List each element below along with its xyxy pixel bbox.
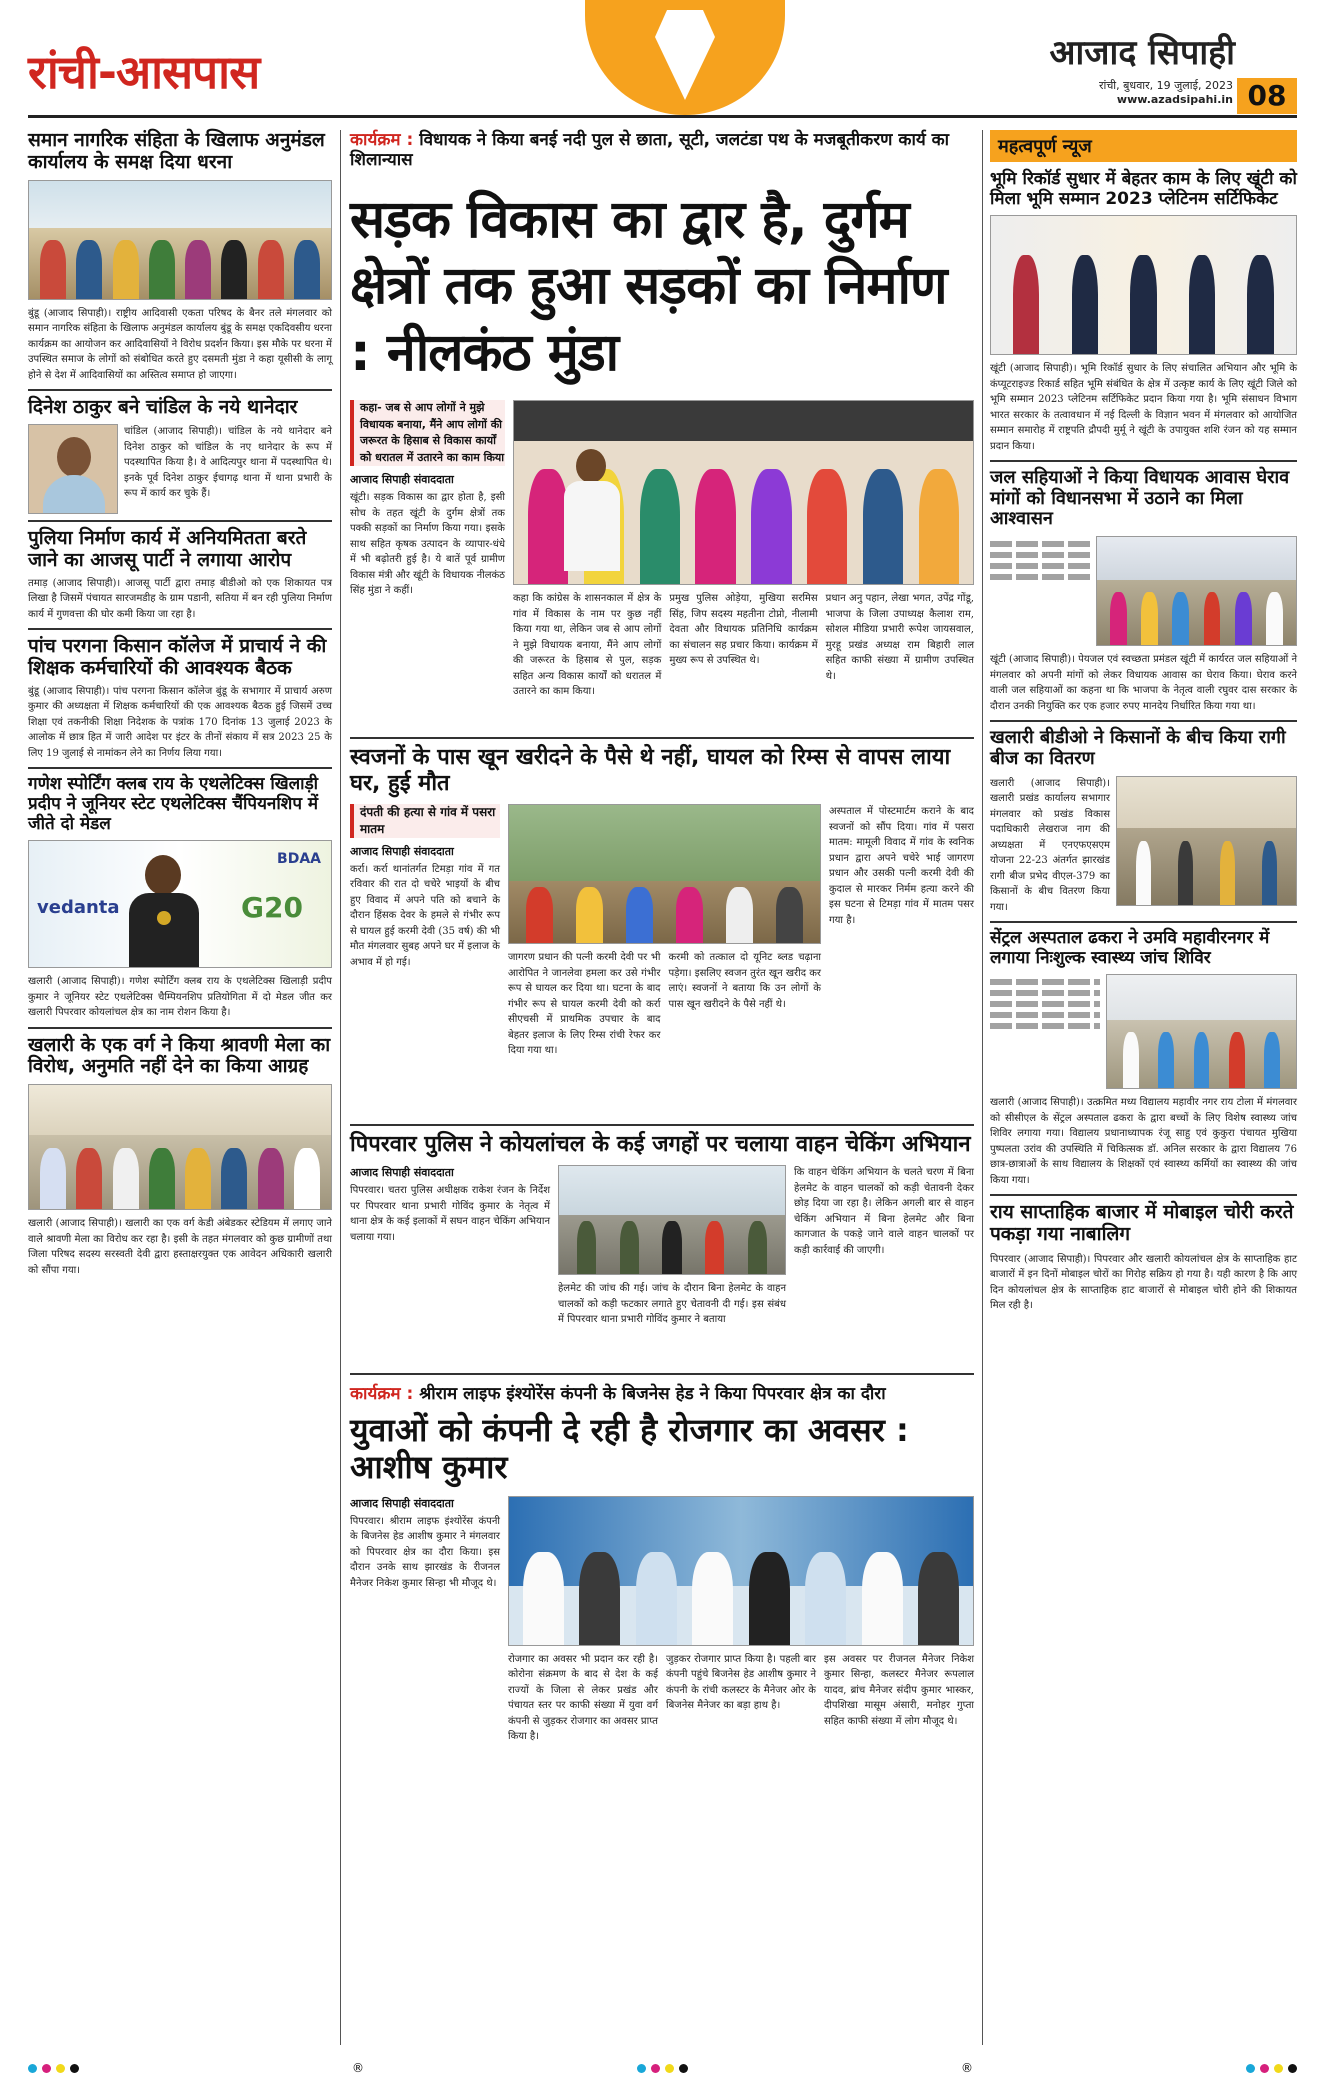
athlete-photo xyxy=(28,840,332,968)
article-body: खलारी (आजाद सिपाही)। उत्क्रमित मध्य विद्यालय महावीर नगर राय टोला में मंगलवार को सीसीएल के सेंट्रल अस्पताल ढकरा के द्वारा बच्चों के लिए विशेष स्वास्थ्य जांच शिविर लगाया गया। विद्यालय प्रधानाध्यापक रंजू साहु एवं कुकुरा पंचायत मुखिया पुष्पलता उरांव की उपस्थिति में चिकित्सक डॉ. अनिल सरकार के द्वारा विद्यालय 76 छात्र-छात्राओं के साथ विद्यालय के शिक्षकों एवं स्वास्थ्य कर्मियों का स्वास्थ्य की जांच किया गया। xyxy=(990,1097,1297,1186)
article-body: करमी को तत्काल दो यूनिट ब्लड चढ़ाना पड़ेगा। इसलिए स्वजन तुरंत खून खरीद कर लाएं। स्वजनों ने बताया कि उन लोगों के पास खून खरीदने के पैसे नहीं थे। xyxy=(668,952,821,1010)
masthead-rule xyxy=(28,115,1297,118)
headline[interactable]: गणेश स्पोर्टिंग क्लब राय के एथलेटिक्स खिलाड़ी प्रदीप ने जूनियर स्टेट एथलेटिक्स चैंपियनशिप में जीते दो मेडल xyxy=(28,774,319,834)
kicker-label: कार्यक्रम : xyxy=(350,1384,414,1405)
event-photo xyxy=(513,400,974,585)
website-url[interactable]: www.azadsipahi.in xyxy=(1116,93,1233,106)
color-dots xyxy=(28,2064,79,2073)
article-body: खलारी (आजाद सिपाही)। खलारी प्रखंड कार्यालय सभागार मंगलवार को प्रखंड विकास पदाधिकारी लेखराज नाग की अध्यक्षता में एनएफएसएम योजना 22-23 अंतर्गत झारखंड रागी बीज प्रभेद वीएल-379 का किसानों के बीच वितरण किया गया। xyxy=(990,777,1110,913)
nib-icon xyxy=(655,10,715,100)
article-body: खूंटी (आजाद सिपाही)। पेयजल एवं स्वच्छता प्रमंडल खूंटी में कार्यरत जल सहियाओं ने मंगलवार को अपनी मांगों को लेकर विधायक आवास का घेराव किया। घेराव करने वाली जल सहियाओं का कहना था कि भाजपा के नेतृत्व वाली रघुवर दास सरकार के दौरान उनकी नियुक्ति कर एक हजार रुपए मानदेय निर्धारित किया गया था। xyxy=(990,654,1297,712)
main-headline[interactable]: सड़क विकास का द्वार है, दुर्गम क्षेत्रों तक हुआ सड़कों का निर्माण : नीलकंठ मुंडा xyxy=(350,189,947,383)
kicker xyxy=(350,130,974,171)
pull-quote: कहा- जब से आप लोगों ने मुझे विधायक बनाया, मैंने आप लोगों की जरूरत के हिसाब से विकास कार्यों को धरातल में उतारने का काम किया xyxy=(350,400,505,466)
masthead xyxy=(0,0,1325,125)
portrait-photo xyxy=(28,424,118,514)
article-body: खलारी (आजाद सिपाही)। गणेश स्पोर्टिंग क्लब राय के एथलेटिक्स खिलाड़ी प्रदीप कुमार ने जूनियर स्टेट एथलेटिक्स चैम्पियनशिप प्रतियोगिता में दो मेडल जीत कर खलारी पिपरवार कोयलांचल क्षेत्र का नाम रोशन किया है। xyxy=(28,976,332,1019)
headline[interactable]: दिनेश ठाकुर बने चांडिल के नये थानेदार xyxy=(28,396,298,419)
meeting-photo xyxy=(28,1084,332,1210)
headline[interactable]: स्वजनों के पास खून खरीदने के पैसे थे नहीं, घायल को रिम्स से वापस लाया घर, हुई मौत xyxy=(350,745,951,796)
headline[interactable]: खलारी बीडीओ ने किसानों के बीच किया रागी बीज का वितरण xyxy=(990,727,1286,769)
color-dots xyxy=(1246,2064,1297,2073)
group-photo xyxy=(508,1496,974,1646)
headline[interactable]: राय साप्ताहिक बाजार में मोबाइल चोरी करते पकड़ा गया नाबालिग xyxy=(990,1201,1294,1245)
health-camp-photo xyxy=(1106,974,1297,1089)
article-body: हेलमेट की जांच की गई। जांच के दौरान बिना हेलमेट के वाहन चालकों को कड़ी फटकार लगाते हुए चेतावनी दी गई। इस संबंध में पिपरवार थाना प्रभारी गोविंद कुमार ने बताया xyxy=(558,1283,786,1326)
page-number: 08 xyxy=(1237,78,1297,114)
checking-photo xyxy=(558,1165,786,1275)
section-label: महत्वपूर्ण न्यूज xyxy=(990,130,1297,162)
kicker xyxy=(350,1381,974,1404)
color-dots xyxy=(637,2064,688,2073)
award-photo xyxy=(990,215,1297,355)
article-body-lead xyxy=(990,974,1100,1089)
headline[interactable]: पुलिया निर्माण कार्य में अनियमितता बरते जाने का आजसू पार्टी ने लगाया आरोप xyxy=(28,527,307,571)
column-divider xyxy=(340,130,341,2045)
article-body: बुंडू (आजाद सिपाही)। पांच परगना किसान कॉलेज बुंडू के सभागार में प्राचार्य अरुण कुमार की अध्यक्षता में शिक्षक कर्मचारियों की एक आवश्यक बैठक हुई जिसमें उच्च शिक्षा एवं तकनीकी शिक्षा निदेशक के पत्रांक 170 दिनांक 13 जुलाई 2023 के आलोक में छात्र हित में जारी आदेश पर इंटर के तीनों संकाय में सत्र 2023 25 के लिए 19 जुलाई से नामांकन लेने का निर्णय लिया गया। xyxy=(28,685,332,759)
article-body: जुड़कर रोजगार प्राप्त किया है। पहली बार कंपनी पहुंचे बिजनेस हेड आशीष कुमार ने कंपनी के रांची कलस्टर के मैनेजर ओर के बिजनेस मैनेजर का बड़ा हाथ है। xyxy=(666,1653,816,1712)
headline[interactable]: सेंट्रल अस्पताल ढकरा ने उमवि महावीरनगर में लगाया निःशुल्क स्वास्थ्य जांच शिविर xyxy=(990,928,1270,968)
protest-photo xyxy=(1096,536,1297,646)
article-body: पिपरवार। श्रीराम लाइफ इंश्योरेंस कंपनी के बिजनेस हेड आशीष कुमार ने मंगलवार को पिपरवार क्षेत्र का दौरा किया। इस दौरान उनके साथ झारखंड के रीजनल मैनेजर निकेश कुमार सिन्हा भी मौजूद थे। xyxy=(350,1515,500,1589)
article-body: इस अवसर पर रीजनल मैनेजर निकेश कुमार सिन्हा, कलस्टर मैनेजर रूपलाल यादव, ब्रांच मैनेजर संदीप कुमार भास्कर, दीपशिखा मासूम अंसारी, मनोहर गुप्ता सहित काफी संख्या में लोग मौजूद थे। xyxy=(824,1653,974,1727)
article-body: अस्पताल में पोस्टमार्टम कराने के बाद स्वजनों को सौंप दिया। गांव में पसरा मातम: मामूली विवाद में गांव के स्वनिक प्रधान द्वारा अपने चचेरे भाई जागरण प्रधान और उसकी पत्नी करमी देवी की कुदाल से मारकर निर्मम हत्या करने की इस घटना से टिमड़ा गांव में मातम पसर गया है। xyxy=(829,806,974,926)
g20-logo: G20 xyxy=(241,891,303,925)
article-body: पिपरवार (आजाद सिपाही)। पिपरवार और खलारी कोयलांचल क्षेत्र के साप्ताहिक हाट बाजारों में इन दिनों मोबाइल चोरों का गिरोह सक्रिय हो गया है। यही कारण है कि आए दिन कोयलांचल क्षेत्र के साप्ताहिक हाट बाजारों से मोबाइल चोरी होने की शिकायत मिल रही है। xyxy=(990,1253,1297,1312)
registration-mark: ® xyxy=(961,2061,973,2075)
article-body: प्रमुख पुलिस ओड़ेया, मुखिया सरमिस सिंह, जिप सदस्य महतीना टोप्नो, नीलामी देवता और विधायक प्रतिनिधि कार्यक्रम का संचालन सह प्रचार किया। कार्यक्रम में मुख्य रूप से उपस्थित थे। xyxy=(669,593,818,667)
headline[interactable]: पिपरवार पुलिस ने कोयलांचल के कई जगहों पर चलाया वाहन चेकिंग अभियान xyxy=(350,1132,971,1158)
byline: आजाद सिपाही संवाददाता xyxy=(350,844,454,858)
village-photo xyxy=(508,804,821,944)
pen-nib-logo xyxy=(585,0,785,115)
article-body-lead xyxy=(990,536,1090,646)
center-column xyxy=(350,130,974,1745)
headline[interactable]: युवाओं को कंपनी दे रही है रोजगार का अवसर : आशीष कुमार xyxy=(350,1411,909,1487)
article-body: खूंटी (आजाद सिपाही)। भूमि रिकॉर्ड सुधार के लिए संचालित अभियान और भूमि के कंप्यूटराइज्ड रिकार्ड सहित भूमि संबंधित के क्षेत्र में उत्कृष्ट कार्य के लिए खूंटी जिले को भूमि सम्मान 2023 प्लेटिनम सर्टिफिकेट प्रदान किया गया है। भूमि संसाधन विभाग भारत सरकार के तत्वावधान में नई दिल्ली के विज्ञान भवन में मंगलवार को आयोजित सम्मान समारोह में राष्ट्रपति द्रौपदी मुर्मू ने खूंटी के उपायुक्त शशि रंजन को यह सम्मान प्रदान किया। xyxy=(990,363,1297,452)
protest-photo xyxy=(28,180,332,300)
tag: दंपती की हत्या से गांव में पसरा मातम xyxy=(350,804,500,838)
sponsor-logo: BDAA xyxy=(277,851,321,868)
byline: आजाद सिपाही संवाददाता xyxy=(350,473,454,487)
section-title: रांची-आसपास xyxy=(28,45,260,99)
kicker-text: श्रीराम लाइफ इंश्योरेंस कंपनी के बिजनेस हेड ने किया पिपरवार क्षेत्र का दौरा xyxy=(419,1384,886,1405)
article-body: रोजगार का अवसर भी प्रदान कर रही है। कोरोना संक्रमण के बाद से देश के कई राज्यों के जिला से लेकर प्रखंड और पंचायत स्तर पर काफी संख्या में युवा वर्ग कंपनी से जुड़कर रोजगार का अवसर प्राप्त किया है। xyxy=(508,1653,658,1743)
headline[interactable]: जल सहियाओं ने किया विधायक आवास घेराव मांगों को विधानसभा में उठाने का मिला आश्वासन xyxy=(990,467,1290,530)
column-divider xyxy=(982,130,983,2045)
article-body: खूंटी। सड़क विकास का द्वार होता है, इसी सोच के तहत खूंटी के दुर्गम क्षेत्रों तक पक्की सड़कों का निर्माण किया गया। इसके साथ सहित कृषक उत्पादन के व्यापार-धंधे में भी बढ़ोतरी हुई है। ये बातें पूर्व ग्रामीण विकास मंत्री और खूंटी के विधायक नीलकंठ सिंह मुंडा ने कहीं। xyxy=(350,492,505,597)
distribution-photo xyxy=(1116,776,1297,906)
article-body: कहा कि कांग्रेस के शासनकाल में क्षेत्र के गांव में विकास के नाम पर कुछ नहीं किया गया था, लेकिन जब से आप लोगों ने मुझे विधायक बनाया, मैंने आप लोगों की जरूरत के हिसाब से पुल, सड़क सहित अन्य विकास कार्यों को धरातल में उतारने का काम किया। xyxy=(513,593,662,698)
article-body: बुंडू (आजाद सिपाही)। राष्ट्रीय आदिवासी एकता परिषद के बैनर तले मंगलवार को समान नागरिक संहिता के खिलाफ अनुमंडल कार्यालय बुंडू के समक्ष एकदिवसीय धरना कार्यक्रम का आयोजन कर आदिवासियों ने विरोध प्रदर्शन किया। इस मौके पर धरना में उपस्थित समाज के लोगों को संबोधित करते हुए दसमती मुंडा ने कहा यूसीसी के लागू होने से देश में आदिवासियों का अस्तित्व समाप्त हो जाएगा। xyxy=(28,307,332,381)
headline[interactable]: खलारी के एक वर्ग ने किया श्रावणी मेला का विरोध, अनुमति नहीं देने का किया आग्रह xyxy=(28,1033,331,1078)
headline[interactable]: समान नागरिक संहिता के खिलाफ अनुमंडल कार्यालय के समक्ष दिया धरना xyxy=(28,129,325,173)
article-body: चांडिल (आजाद सिपाही)। चांडिल के नये थानेदार बने दिनेश ठाकुर को चांडिल के नए थानेदार के रूप में पदस्थापित किया है। वे आदित्यपुर थाना में पदस्थापित थे। इनके पूर्व दिनेश ठाकुर ईचागढ़ थाना में थाना प्रभारी के रूप में कार्य कर चुके हैं। xyxy=(124,426,332,500)
article-body: कि वाहन चेकिंग अभियान के चलते चरण में बिना हेलमेट के वाहन चालकों को कड़ी चेतावनी देकर छोड़ दिया जा रहा है। लेकिन अगली बार से वाहन चेकिंग अभियान में बिना हेलमेट और बिना कागजात के पकड़े जाने वाले वाहन चालकों पर कड़ी कार्रवाई की जाएगी। xyxy=(794,1167,974,1256)
headline[interactable]: भूमि रिकॉर्ड सुधार में बेहतर काम के लिए खूंटी को मिला भूमि सम्मान 2023 प्लेटिनम सर्टिफिकेट xyxy=(990,169,1297,209)
dateline: रांची, बुधवार, 19 जुलाई, 2023 xyxy=(1098,79,1233,92)
byline: आजाद सिपाही संवाददाता xyxy=(350,1496,454,1510)
sponsor-logo: vedanta xyxy=(37,897,120,919)
article-body: जागरण प्रधान की पत्नी करमी देवी पर भी आरोपित ने जानलेवा हमला कर उसे गंभीर रूप से घायल कर दिया था। घटना के बाद गंभीर रूप से घायल करमी देवी को कर्रा सीएचसी में प्राथमिक उपचार के बाद बेहतर इलाज के लिए रिम्स रांची रेफर कर दिया गया था। xyxy=(508,952,661,1057)
article-body: पिपरवार। चतरा पुलिस अधीक्षक राकेश रंजन के निर्देश पर पिपरवार थाना प्रभारी गोविंद कुमार के नेतृत्व में थाना क्षेत्र के कई इलाकों में सघन वाहन चेकिंग अभियान चलाया गया। xyxy=(350,1185,550,1243)
headline[interactable]: पांच परगना किसान कॉलेज में प्राचार्य ने की शिक्षक कर्मचारियों की आवश्यक बैठक xyxy=(28,635,327,680)
kicker-label: कार्यक्रम : xyxy=(350,130,414,150)
article-body: प्रधान अनु पहान, लेखा भगत, उपेंद्र गोंडू, भाजपा के जिला उपाध्यक्ष कैलाश राम, सोशल मीडिया प्रभारी रूपेश जायसवाल, मुरहू प्रखंड अध्यक्ष राम बिहारी लाल सहित काफी संख्या में ग्रामीण उपस्थित थे। xyxy=(825,593,974,682)
article-body: तमाड़ (आजाद सिपाही)। आजसू पार्टी द्वारा तमाड़ बीडीओ को एक शिकायत पत्र लिखा है जिसमें पंचायत सारजमडीह के ग्राम पडानी, सतिया में बन रही पुलिया निर्माण कार्य में गुणवत्ता की घोर कमी किया जा रहा है। xyxy=(28,577,332,620)
kicker-text: विधायक ने किया बनई नदी पुल से छाता, सूटी, जलटंडा पथ के मजबूतीकरण कार्य का शिलान्यास xyxy=(350,130,950,171)
registration-mark: ® xyxy=(352,2061,364,2075)
print-registration-bar xyxy=(28,2063,1297,2073)
right-column xyxy=(990,130,1297,1314)
article-body: खलारी (आजाद सिपाही)। खलारी का एक वर्ग केडी अंबेडकर स्टेडियम में लगाए जाने वाले श्रावणी मेला का विरोध कर रहा है। इसी के तहत मंगलवार को कुछ ग्रामीणों तथा जिला परिषद सदस्य सरस्वती देवी द्वारा हस्ताक्षरयुक्त एक आवेदन अधिकारी खलारी को सौंपा गया। xyxy=(28,1218,332,1276)
byline: आजाद सिपाही संवाददाता xyxy=(350,1166,454,1180)
brand-name: आजाद सिपाही xyxy=(1049,33,1235,73)
left-column xyxy=(28,130,332,1278)
article-body: कर्रा। कर्रा थानांतर्गत टिमड़ा गांव में गत रविवार की रात दो चचेरे भाइयों के बीच हुए विवाद में अपने पति को बचाने के दौरान हिंसक देवर के हमले से गंभीर रूप से घायल हुई करमी देवी (35 वर्ष) की भी मौत मंगलवार सुबह अपने घर में इलाज के अभाव में हो गई। xyxy=(350,863,500,968)
